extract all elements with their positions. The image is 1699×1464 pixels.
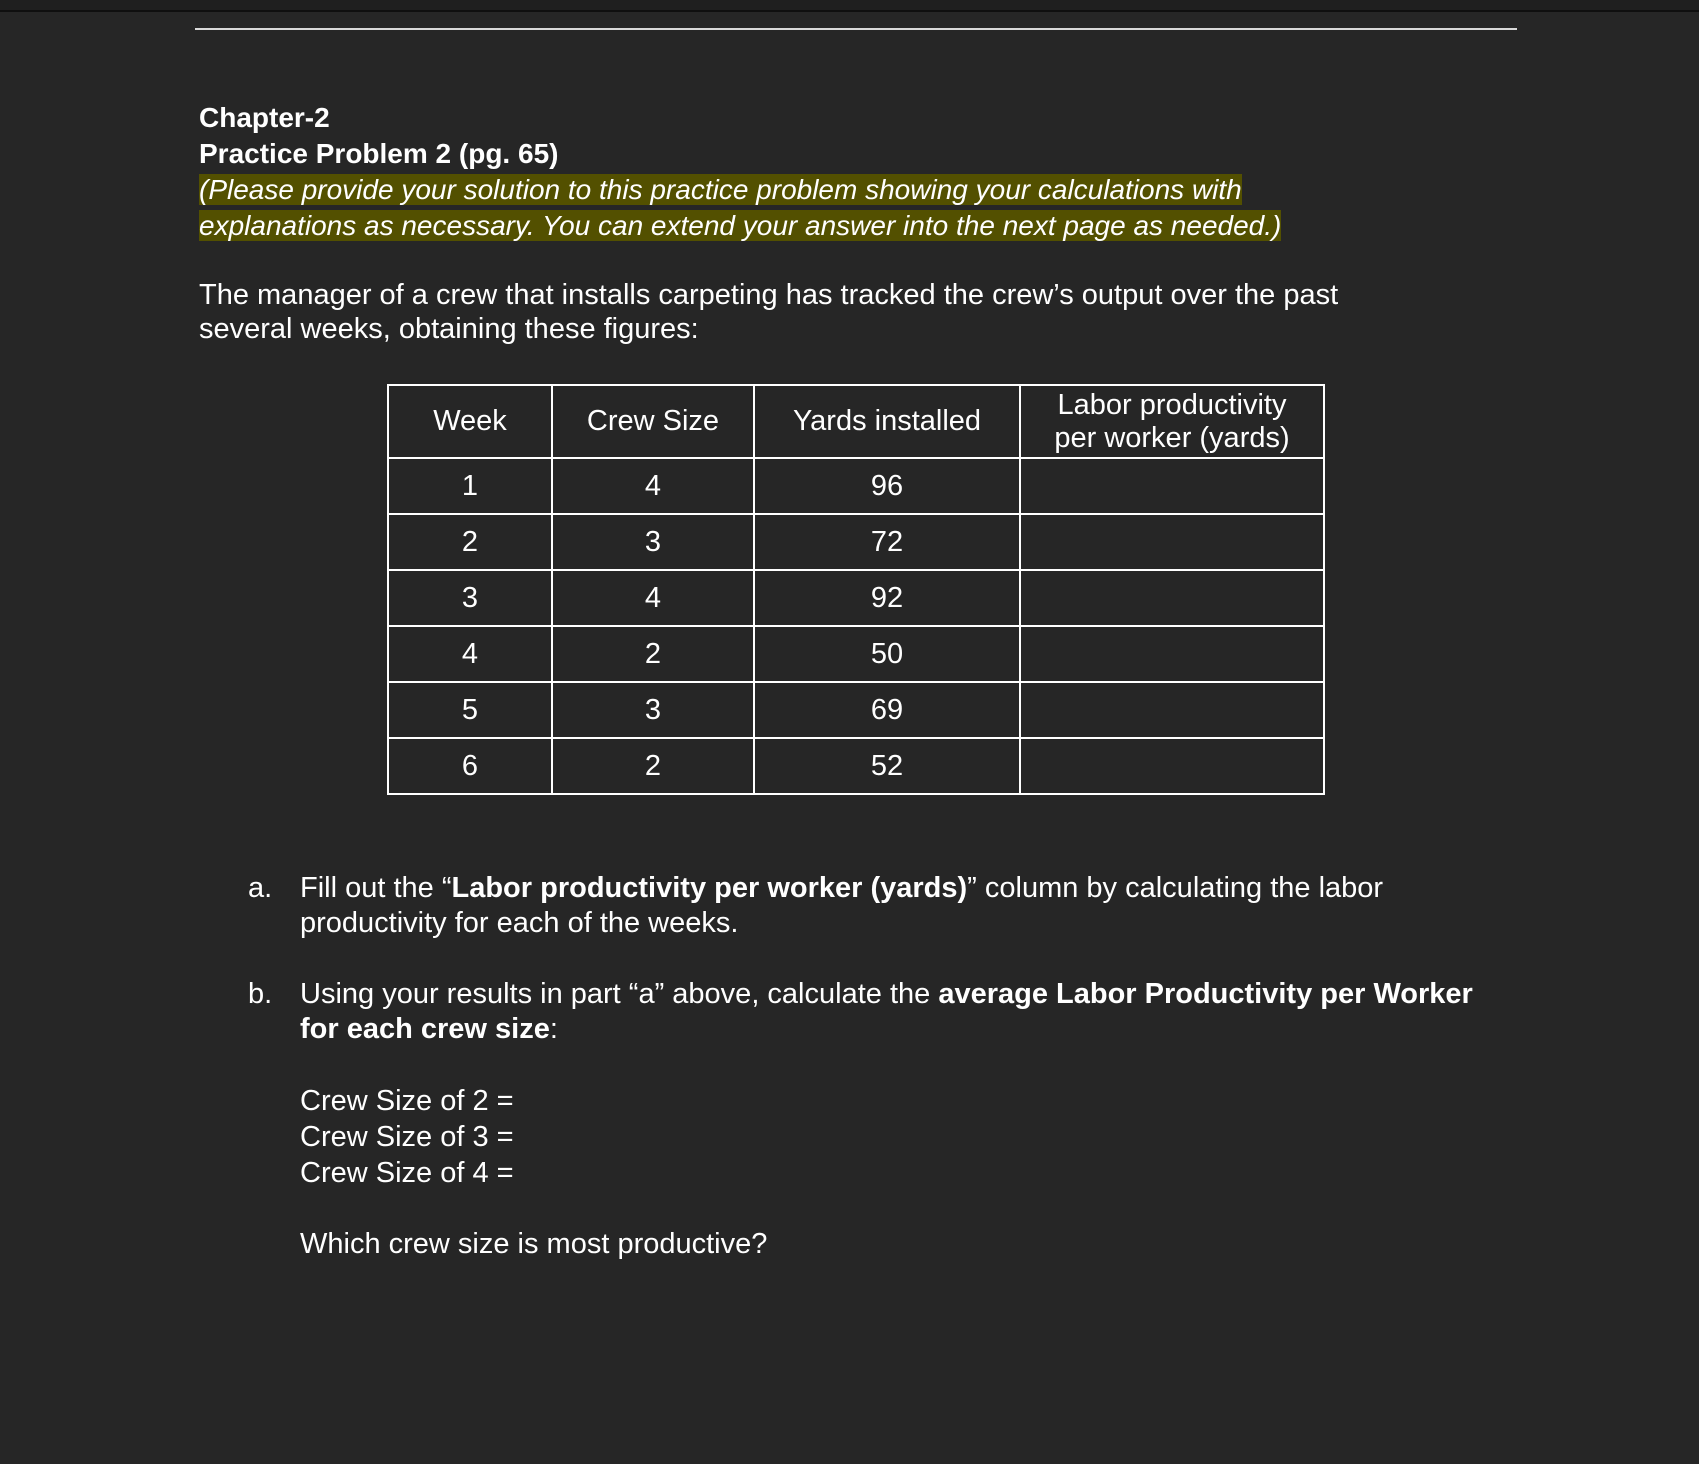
crew-size-2-line: Crew Size of 2 =: [300, 1085, 514, 1117]
cell-yards: 92: [754, 570, 1020, 626]
cell-productivity: [1020, 570, 1324, 626]
header-crew-size: Crew Size: [552, 385, 754, 458]
question-a-bold: Labor productivity per worker (yards): [451, 872, 968, 904]
cell-productivity: [1020, 458, 1324, 514]
question-b-text: [300, 977, 1478, 1047]
instruction-line-1: [199, 172, 1459, 208]
cell-week: 6: [388, 738, 552, 794]
table-row: [388, 458, 1324, 514]
table-header-row: [388, 385, 1324, 458]
document-header: [199, 100, 1459, 244]
cell-productivity: [1020, 738, 1324, 794]
cell-week: 2: [388, 514, 552, 570]
question-a-text: [300, 871, 1478, 941]
questions-list: [248, 871, 1478, 1047]
cell-week: 4: [388, 626, 552, 682]
table-row: [388, 738, 1324, 794]
table-row: [388, 626, 1324, 682]
crew-size-answers: [300, 1083, 514, 1191]
question-b-marker: b.: [248, 978, 273, 1010]
cell-productivity: [1020, 514, 1324, 570]
cell-week: 1: [388, 458, 552, 514]
instruction-highlight-1: (Please provide your solution to this practice problem showing your calculations with: [199, 174, 1242, 205]
cell-crew-size: 2: [552, 738, 754, 794]
question-a-marker: a.: [248, 872, 273, 904]
cell-yards: 72: [754, 514, 1020, 570]
instruction-highlight-2: explanations as necessary. You can extend your answer into the next page as needed.): [199, 210, 1282, 241]
header-labor-productivity-line-2: per worker (yards): [1054, 421, 1290, 454]
cell-yards: 96: [754, 458, 1020, 514]
cell-crew-size: 4: [552, 458, 754, 514]
final-question: Which crew size is most productive?: [300, 1228, 768, 1260]
question-b-post: :: [549, 1013, 558, 1045]
header-labor-productivity: [1020, 385, 1324, 458]
cell-productivity: [1020, 682, 1324, 738]
instruction-line-2: [199, 208, 1459, 244]
cell-week: 5: [388, 682, 552, 738]
cell-yards: 52: [754, 738, 1020, 794]
question-b: [248, 977, 1478, 1047]
cell-week: 3: [388, 570, 552, 626]
question-a-post: ” column by calculating the labor productivity for each of the weeks.: [300, 872, 1384, 939]
cell-productivity: [1020, 626, 1324, 682]
question-a: [248, 871, 1478, 941]
question-a-pre: Fill out the “: [300, 872, 452, 904]
problem-intro: [199, 278, 1459, 346]
cell-crew-size: 2: [552, 626, 754, 682]
header-week: Week: [388, 385, 552, 458]
table-row: [388, 682, 1324, 738]
intro-line-2: several weeks, obtaining these figures:: [199, 313, 699, 345]
crew-size-4-line: Crew Size of 4 =: [300, 1157, 514, 1189]
header-labor-productivity-line-1: Labor productivity: [1057, 388, 1287, 421]
question-b-pre: Using your results in part “a” above, calculate the: [300, 978, 939, 1010]
window-top-edge: [0, 0, 1699, 12]
intro-line-1: The manager of a crew that installs carpeting has tracked the crew’s output over the past: [199, 279, 1339, 311]
cell-crew-size: 3: [552, 514, 754, 570]
cell-yards: 50: [754, 626, 1020, 682]
crew-output-table: [387, 384, 1325, 795]
cell-crew-size: 4: [552, 570, 754, 626]
crew-size-3-line: Crew Size of 3 =: [300, 1121, 514, 1153]
cell-crew-size: 3: [552, 682, 754, 738]
table-row: [388, 514, 1324, 570]
table-row: [388, 570, 1324, 626]
header-yards-installed: Yards installed: [754, 385, 1020, 458]
question-b-bold: average Labor Productivity per Worker for each crew size: [300, 978, 1473, 1045]
horizontal-rule: [195, 28, 1517, 30]
problem-title: Practice Problem 2 (pg. 65): [199, 138, 559, 169]
chapter-title: Chapter-2: [199, 102, 330, 133]
cell-yards: 69: [754, 682, 1020, 738]
